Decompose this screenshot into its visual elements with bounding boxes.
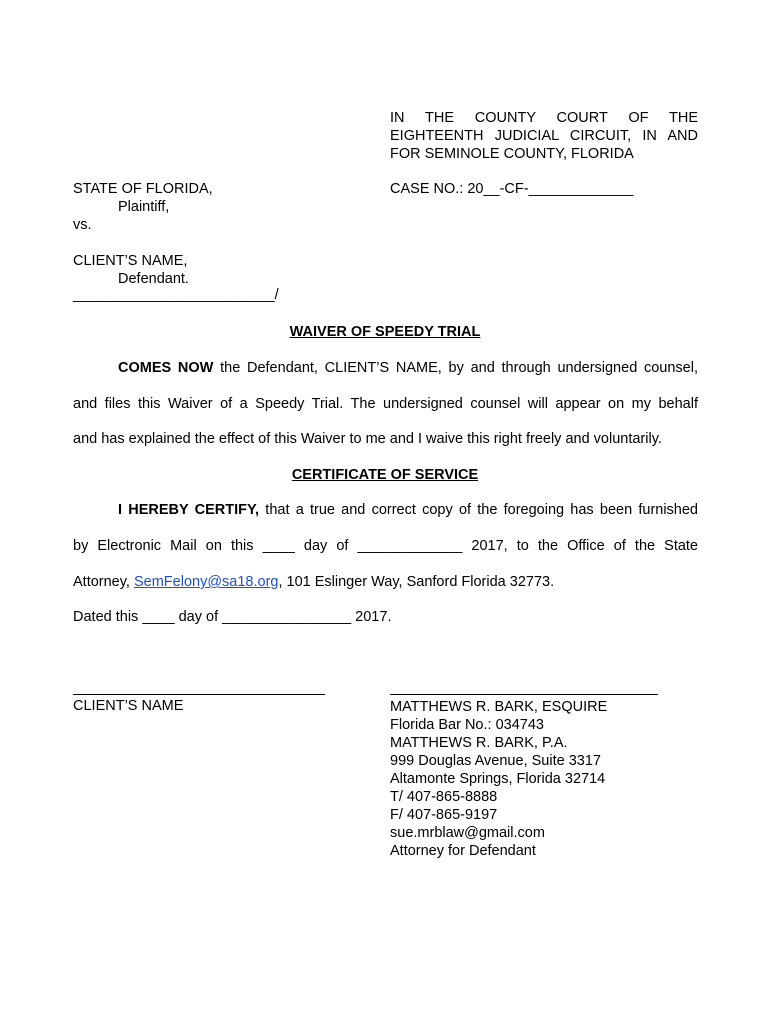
client-signature-line xyxy=(73,694,325,695)
waiver-lead: COMES NOW xyxy=(118,360,214,376)
attorney-info-line: Altamonte Springs, Florida 32714 xyxy=(390,771,606,787)
attorney-info-line: 999 Douglas Avenue, Suite 3317 xyxy=(390,753,601,769)
certificate-line-text: that a true and correct copy of the foregoing has been furnished xyxy=(259,502,698,518)
certificate-line-text: , 101 Eslinger Way, Sanford Florida 32773. xyxy=(278,574,555,590)
plaintiff-role: Plaintiff, xyxy=(118,199,170,215)
email-link[interactable]: SemFelony@sa18.org xyxy=(133,574,279,590)
waiver-paragraph-line: and has explained the effect of this Waiver to me and I waive this right freely and voluntarily. xyxy=(73,431,662,447)
attorney-email: sue.mrblaw@gmail.com xyxy=(390,825,545,841)
client-signature-name: CLIENT’S NAME xyxy=(73,698,184,714)
certificate-heading: CERTIFICATE OF SERVICE xyxy=(291,467,479,483)
certificate-paragraph-line: by Electronic Mail on this ____ day of _____________ 2017, to the Office of the State xyxy=(73,538,698,554)
attorney-info-line: Attorney for Defendant xyxy=(390,843,536,859)
attorney-signature-line xyxy=(390,694,658,695)
versus-label: vs. xyxy=(73,217,92,233)
dated-line: Dated this ____ day of ________________ 2017. xyxy=(73,609,392,625)
attorney-info-line: F/ 407-865-9197 xyxy=(390,807,498,823)
court-caption-line: IN THE COUNTY COURT OF THE xyxy=(390,110,698,126)
attorney-info-line: MATTHEWS R. BARK, P.A. xyxy=(390,735,568,751)
attorney-signature-block xyxy=(390,698,607,860)
court-caption-line: FOR SEMINOLE COUNTY, FLORIDA xyxy=(390,146,634,162)
certificate-paragraph-line xyxy=(73,502,698,518)
case-number: CASE NO.: 20__-CF-_____________ xyxy=(390,181,634,197)
certificate-paragraph-line xyxy=(73,574,698,590)
court-caption xyxy=(390,109,698,163)
attorney-info-line: MATTHEWS R. BARK, ESQUIRE xyxy=(390,699,608,715)
caption-separator: _________________________/ xyxy=(73,287,279,303)
court-caption-line: EIGHTEENTH JUDICIAL CIRCUIT, IN AND xyxy=(390,128,698,144)
certificate-line-text: Attorney, xyxy=(73,574,134,590)
waiver-line-text: the Defendant, CLIENT’S NAME, by and through undersigned counsel, xyxy=(213,360,698,376)
waiver-heading: WAIVER OF SPEEDY TRIAL xyxy=(289,324,481,340)
attorney-info-line: Florida Bar No.: 034743 xyxy=(390,717,544,733)
certificate-lead: I HEREBY CERTIFY, xyxy=(118,502,260,518)
waiver-paragraph-line xyxy=(73,360,698,376)
attorney-info-line: T/ 407-865-8888 xyxy=(390,789,498,805)
plaintiff-name: STATE OF FLORIDA, xyxy=(73,181,213,197)
defendant-name: CLIENT’S NAME, xyxy=(73,253,188,269)
defendant-role: Defendant. xyxy=(118,271,189,287)
waiver-paragraph-line: and files this Waiver of a Speedy Trial. The undersigned counsel will appear on my behalf xyxy=(73,396,698,412)
